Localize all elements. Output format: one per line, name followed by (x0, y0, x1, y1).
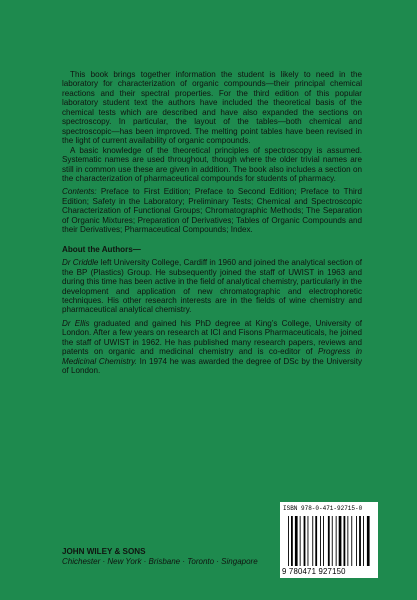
criddle-paragraph (62, 258, 362, 315)
barcode-icon (288, 516, 370, 566)
ellis-paragraph (62, 319, 362, 376)
publisher-cities: Chichester · New York · Brisbane · Toronto · Singapore (62, 557, 258, 566)
ellis-bio-a: graduated and gained his PhD degree at King’s College, University of London. After a few years on research at ICI and Fisons Pharmaceuticals, he joined the staff of UWIST in 1962. He has published many research papers, reviews and patents on organic and medicinal chemistry and is co-editor of (62, 318, 362, 357)
contents-text: Preface to First Edition; Preface to Second Edition; Preface to Third Edition; Safety in the Laboratory; Preliminary Tests; Chemical and Spectroscopic Characterization of Functional Groups; Chromatographic Methods; The Separation of Organic Mixtures; Preparation of Derivatives; Tables of Organic Compounds and their Derivatives; Pharmaceutical Compounds; Index. (62, 187, 363, 235)
ellis-bio-b: In 1974 he was awarded the degree of DSc by the University of London. (62, 356, 362, 376)
isbn-text: ISBN 978-0-471-92715-0 (283, 505, 363, 512)
barcode-panel (280, 502, 378, 578)
back-cover-text (62, 70, 362, 376)
ellis-journal: Progress in Medicinal Chemistry. (62, 347, 363, 366)
blurb-paragraph-1: This book brings together information the student is likely to need in the laboratory for characterization of organic compounds—their principal chemical reactions and their spectral properties. For the third edition of this popular laboratory student text the authors have included the theoretical basis of the chemical tests which are described and have also expanded the sections on spectroscopy. In particular, the layout of the tables—both chemical and spectroscopic—has been improved. The melting point tables have been revised in the light of current availability of organic compounds. (62, 70, 362, 146)
blurb-paragraph-2: A basic knowledge of the theoretical principles of spectroscopy is assumed. Systematic names are used throughout, though where the older trivial names are still in common use these are given in addition. The book also includes a section on the characterization of pharmaceutical compounds for students of pharmacy. (62, 145, 362, 183)
barcode-number: 9 780471 927150 (282, 567, 346, 576)
criddle-name: Dr Criddle (62, 258, 99, 268)
contents-label: Contents: (62, 187, 97, 197)
criddle-bio: left University College, Cardiff in 1960 and joined the analytical section of the BP (Plastics) Group. He subsequently joined the staff of UWIST in 1963 and during this time has been active in the field of analytical chemistry, particularly in the development and application of new chromatographic and electrophoretic techniques. His other research interests are in the fields of wine chemistry and pharmaceutical analytical chemistry. (62, 258, 363, 315)
about-authors-heading: About the Authors— (62, 244, 141, 254)
ellis-name: Dr Ellis (62, 318, 90, 328)
publisher-name: JOHN WILEY & SONS (62, 547, 146, 556)
contents-paragraph (62, 187, 362, 234)
